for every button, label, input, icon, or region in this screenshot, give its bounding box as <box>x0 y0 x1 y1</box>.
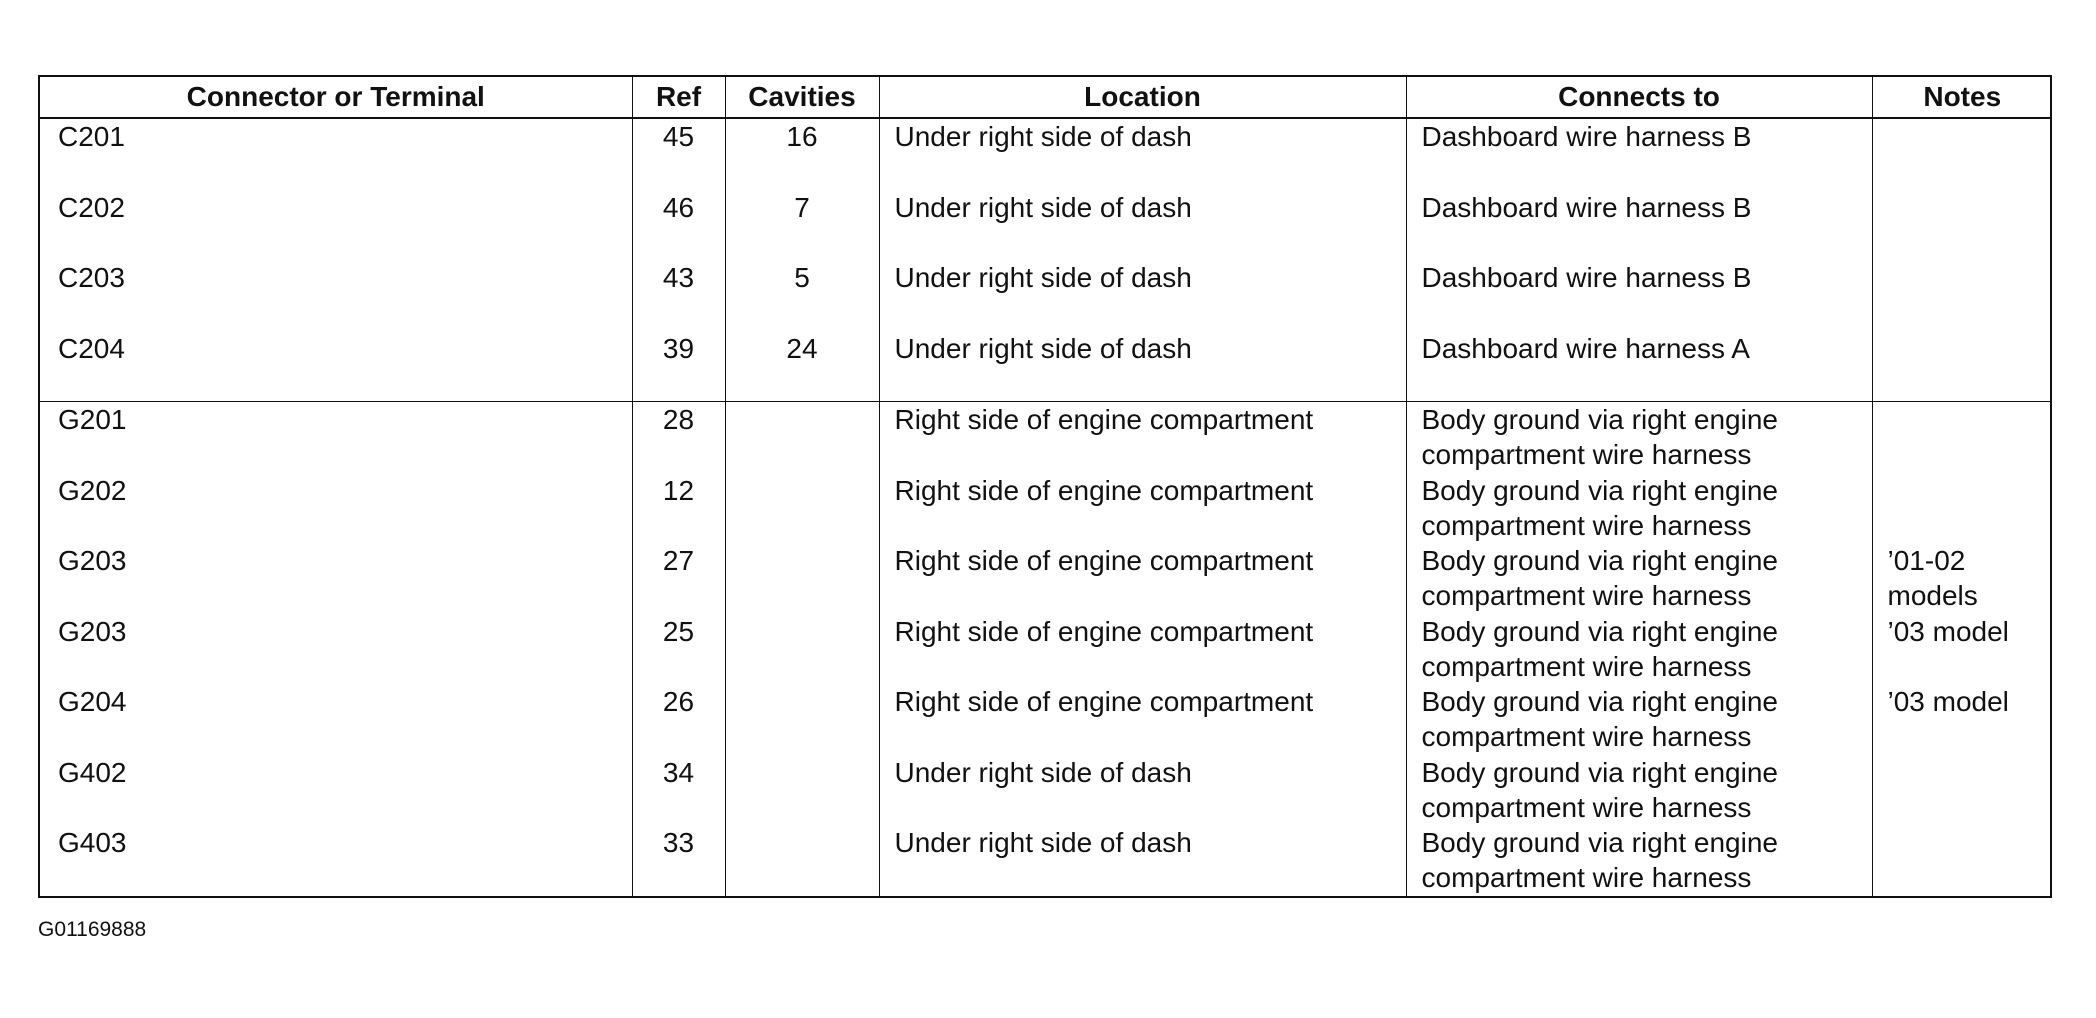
cell-notes <box>1872 118 2052 190</box>
cell-ref: 39 <box>632 331 725 402</box>
cell-ref: 26 <box>632 684 725 755</box>
cell-connector: C204 <box>40 331 632 402</box>
cell-ref: 27 <box>632 543 725 614</box>
cell-location: Under right side of dash <box>879 190 1406 261</box>
cell-connector: G202 <box>40 473 632 544</box>
cell-ref: 34 <box>632 755 725 826</box>
cell-cavities <box>725 755 879 826</box>
cell-notes: ’01-02 models <box>1887 545 1978 611</box>
cell-connects-to: Body ground via right engine compartment wire harness <box>1406 402 1872 473</box>
cell-location: Under right side of dash <box>879 118 1406 190</box>
cell-connector: G204 <box>40 684 632 755</box>
cell-cavities <box>725 684 879 755</box>
cell-ref: 46 <box>632 190 725 261</box>
cell-notes <box>1872 331 2052 402</box>
cell-ref: 45 <box>632 118 725 190</box>
header-connects-to: Connects to <box>1406 77 1872 118</box>
cell-notes <box>1872 473 2052 544</box>
header-row <box>40 77 2052 118</box>
cell-cavities <box>725 614 879 685</box>
cell-connects-to: Body ground via right engine compartment wire harness <box>1406 614 1872 685</box>
cell-location: Under right side of dash <box>879 825 1406 896</box>
cell-connects-to: Dashboard wire harness B <box>1406 118 1872 190</box>
cell-cavities <box>725 825 879 896</box>
cell-cavities: 7 <box>725 190 879 261</box>
cell-cavities: 16 <box>725 118 879 190</box>
cell-notes <box>1872 825 2052 896</box>
cell-connector: G403 <box>40 825 632 896</box>
table-row <box>40 402 2052 473</box>
cell-connector: G203 <box>40 614 632 685</box>
cell-connects-to: Body ground via right engine compartment wire harness <box>1406 825 1872 896</box>
table-row <box>40 684 2052 755</box>
table-row <box>40 825 2052 896</box>
cell-ref: 33 <box>632 825 725 896</box>
table-row <box>40 331 2052 402</box>
cell-notes: ’03 model <box>1887 686 2009 717</box>
cell-connector: C203 <box>40 260 632 331</box>
cell-connects-to: Body ground via right engine compartment wire harness <box>1406 684 1872 755</box>
cell-cavities: 24 <box>725 331 879 402</box>
connector-table-frame <box>38 75 2052 898</box>
cell-location: Right side of engine compartment <box>879 543 1406 614</box>
cell-notes <box>1872 755 2052 826</box>
table-row <box>40 755 2052 826</box>
cell-ref: 28 <box>632 402 725 473</box>
cell-location: Right side of engine compartment <box>879 614 1406 685</box>
cell-connector: C202 <box>40 190 632 261</box>
table-row <box>40 118 2052 190</box>
cell-connector: G402 <box>40 755 632 826</box>
cell-location: Right side of engine compartment <box>879 473 1406 544</box>
cell-notes <box>1872 402 2052 473</box>
cell-ref: 12 <box>632 473 725 544</box>
cell-location: Under right side of dash <box>879 755 1406 826</box>
table-row <box>40 260 2052 331</box>
cell-ref: 25 <box>632 614 725 685</box>
cell-cavities <box>725 473 879 544</box>
cell-connects-to: Body ground via right engine compartment wire harness <box>1406 755 1872 826</box>
table-row <box>40 190 2052 261</box>
header-location: Location <box>879 77 1406 118</box>
cell-cavities: 5 <box>725 260 879 331</box>
cell-connects-to: Dashboard wire harness A <box>1406 331 1872 402</box>
table-row <box>40 473 2052 544</box>
table-row <box>40 543 2052 614</box>
cell-notes <box>1872 260 2052 331</box>
table-row <box>40 614 2052 685</box>
figure-id: G01169888 <box>38 918 147 941</box>
cell-location: Right side of engine compartment <box>879 402 1406 473</box>
cell-ref: 43 <box>632 260 725 331</box>
cell-location: Under right side of dash <box>879 331 1406 402</box>
connector-table <box>40 77 2052 896</box>
cell-connects-to: Body ground via right engine compartment wire harness <box>1406 543 1872 614</box>
cell-connector: G201 <box>40 402 632 473</box>
cell-connector: G203 <box>40 543 632 614</box>
cell-connects-to: Body ground via right engine compartment wire harness <box>1406 473 1872 544</box>
cell-notes <box>1872 190 2052 261</box>
cell-notes: ’03 model <box>1887 615 2009 647</box>
header-notes: Notes <box>1872 77 2052 118</box>
cell-location: Under right side of dash <box>879 260 1406 331</box>
header-cavities: Cavities <box>725 77 879 118</box>
cell-cavities <box>725 402 879 473</box>
header-connector: Connector or Terminal <box>40 77 632 118</box>
header-ref: Ref <box>632 77 725 118</box>
cell-location: Right side of engine compartment <box>879 684 1406 755</box>
cell-connector: C201 <box>40 118 632 190</box>
cell-connects-to: Dashboard wire harness B <box>1406 260 1872 331</box>
cell-connects-to: Dashboard wire harness B <box>1406 190 1872 261</box>
cell-cavities <box>725 543 879 614</box>
